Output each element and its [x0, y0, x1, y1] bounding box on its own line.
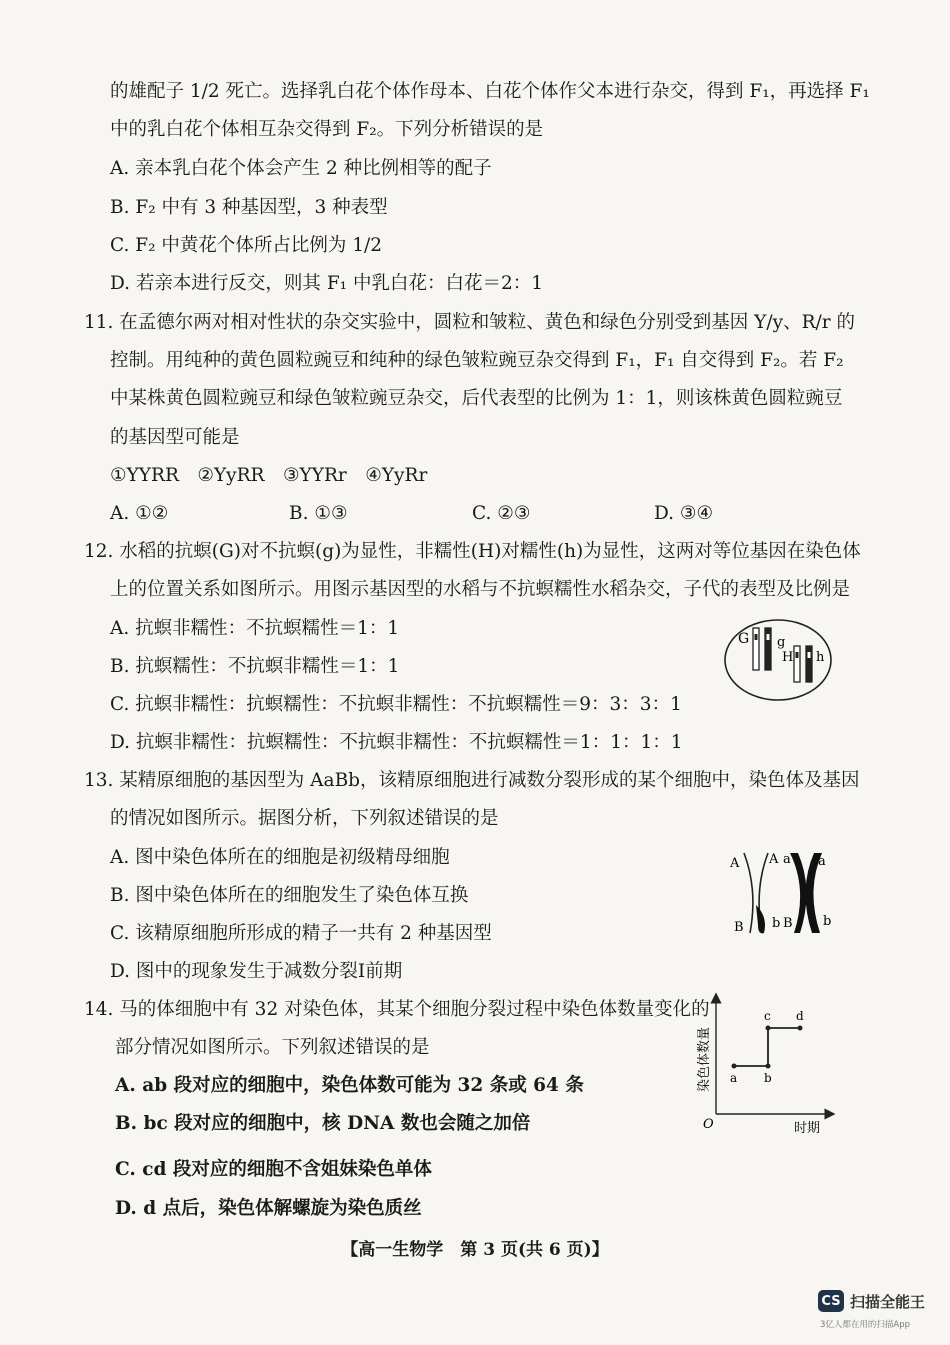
q11-stem-line-1: 11. 在孟德尔两对相对性状的杂交实验中，圆粒和皱粒、黄色和绿色分别受到基因 Y/y、R/r 的: [84, 312, 855, 333]
label-g: g: [777, 635, 786, 650]
q10-stem-line-1: 的雄配子 1/2 死亡。选择乳白花个体作母本、白花个体作父本进行杂交，得到 F₁，再选择 F₁: [110, 81, 870, 102]
q14-stem-line-2: 部分情况如图所示。下列叙述错误的是: [115, 1037, 430, 1058]
label-a-2: a: [818, 854, 826, 869]
label-A-1: A: [730, 856, 740, 871]
page-footer: 【高一生物学 第 3 页(共 6 页)】: [341, 1240, 609, 1260]
label-G: G: [738, 631, 750, 647]
gene-band-H: [796, 652, 799, 658]
q12-stem-line-2: 上的位置关系如图所示。用图示基因型的水稻与不抗螟糯性水稻杂交，子代的表型及比例是: [110, 579, 851, 600]
exchanged-segment: [756, 905, 765, 933]
q14-option-b: B. bc 段对应的细胞中，核 DNA 数也会随之加倍: [115, 1113, 531, 1134]
label-A-2: A: [769, 852, 779, 867]
point-label-d: d: [796, 1009, 804, 1023]
q13-option-b: B. 图中染色体所在的细胞发生了染色体互换: [110, 885, 469, 906]
q12-chromosome-figure: [722, 616, 834, 704]
y-axis-label: 染色体数量: [697, 1026, 712, 1092]
q10-option-b: B. F₂ 中有 3 种基因型，3 种表型: [110, 197, 388, 218]
q13-stem-line-1: 13. 某精原细胞的基因型为 AaBb，该精原细胞进行减数分裂形成的某个细胞中，染色体及基因: [84, 770, 860, 791]
q12-option-d: D. 抗螟非糯性：抗螟糯性：不抗螟非糯性：不抗螟糯性＝1：1：1：1: [110, 732, 683, 753]
q10-option-c: C. F₂ 中黄花个体所占比例为 1/2: [110, 235, 383, 256]
q11-stem-line-4: 的基因型可能是: [110, 427, 240, 448]
q11-genotype-list: ①YYRR ②YyRR ③YYRr ④YyRr: [110, 465, 428, 486]
point-a: [732, 1064, 737, 1069]
q12-option-c: C. 抗螟非糯性：抗螟糯性：不抗螟非糯性：不抗螟糯性＝9：3：3：1: [110, 694, 682, 715]
q13-option-d: D. 图中的现象发生于减数分裂Ⅰ前期: [110, 961, 403, 982]
q11-option-c: C. ②③: [472, 503, 531, 524]
scanner-logo: [818, 1290, 925, 1312]
origin-label: O: [703, 1117, 714, 1132]
label-b-1: b: [772, 916, 781, 931]
label-B-1: B: [734, 920, 744, 935]
q11-option-d: D. ③④: [654, 503, 714, 524]
q11-option-a: A. ①②: [110, 503, 169, 524]
q13-option-a: A. 图中染色体所在的细胞是初级精母细胞: [110, 847, 450, 868]
q14-option-d: D. d 点后，染色体解螺旋为染色质丝: [115, 1198, 422, 1219]
gene-band-G: [755, 634, 758, 640]
chromosome-count-line: [734, 1028, 800, 1066]
q12-option-a: A. 抗螟非糯性：不抗螟糯性＝1：1: [110, 618, 400, 639]
label-H: H: [782, 650, 794, 665]
q12-option-b: B. 抗螟糯性：不抗螟非糯性＝1：1: [110, 656, 400, 677]
q14-option-a: A. ab 段对应的细胞中，染色体数可能为 32 条或 64 条: [115, 1075, 584, 1096]
scanner-tagline: 3亿人都在用的扫描App: [820, 1320, 911, 1330]
scanner-badge-icon: CS: [818, 1290, 844, 1312]
point-d: [798, 1026, 803, 1031]
q10-stem-line-2: 中的乳白花个体相互杂交得到 F₂。下列分析错误的是: [110, 119, 544, 140]
label-a-1: a: [783, 852, 791, 867]
q11-option-b: B. ①③: [289, 503, 348, 524]
q13-option-c: C. 该精原细胞所形成的精子一共有 2 种基因型: [110, 923, 492, 944]
q12-stem-line-1: 12. 水稻的抗螟(G)对不抗螟(g)为显性，非糯性(H)对糯性(h)为显性，这两对等位基因在染色体: [84, 541, 861, 562]
q13-stem-line-2: 的情况如图所示。据图分析，下列叙述错误的是: [110, 808, 499, 829]
q14-chart: [690, 992, 840, 1142]
point-b: [766, 1064, 771, 1069]
q13-tetrad-figure: [728, 845, 838, 945]
chromatid-white-1: [744, 853, 753, 933]
q11-stem-line-2: 控制。用纯种的黄色圆粒豌豆和纯种的绿色皱粒豌豆杂交得到 F₁，F₁ 自交得到 F₂。若 F₂: [110, 350, 844, 371]
scanner-app-name: 扫描全能王: [850, 1292, 926, 1311]
q10-option-d: D. 若亲本进行反交，则其 F₁ 中乳白花：白花＝2：1: [110, 273, 543, 294]
point-label-b: b: [764, 1071, 772, 1085]
gene-band-g: [767, 634, 770, 640]
q11-stem-line-3: 中某株黄色圆粒豌豆和绿色皱粒豌豆杂交，后代表型的比例为 1：1，则该株黄色圆粒豌豆: [110, 388, 843, 409]
label-h: h: [816, 650, 825, 665]
x-axis-label: 时期: [794, 1121, 821, 1136]
point-c: [766, 1026, 771, 1031]
point-label-c: c: [764, 1009, 771, 1023]
label-b-2: b: [823, 914, 832, 929]
q14-option-c: C. cd 段对应的细胞不含姐妹染色单体: [115, 1159, 432, 1180]
chromosome-right-2: [806, 646, 812, 682]
gene-band-h: [808, 652, 811, 658]
q10-option-a: A. 亲本乳白花个体会产生 2 种比例相等的配子: [110, 158, 492, 179]
point-label-a: a: [730, 1071, 738, 1085]
chromosome-right-1: [794, 646, 800, 682]
label-B-2: B: [783, 916, 793, 931]
q14-stem-line-1: 14. 马的体细胞中有 32 对染色体，其某个细胞分裂过程中染色体数量变化的: [84, 999, 710, 1020]
